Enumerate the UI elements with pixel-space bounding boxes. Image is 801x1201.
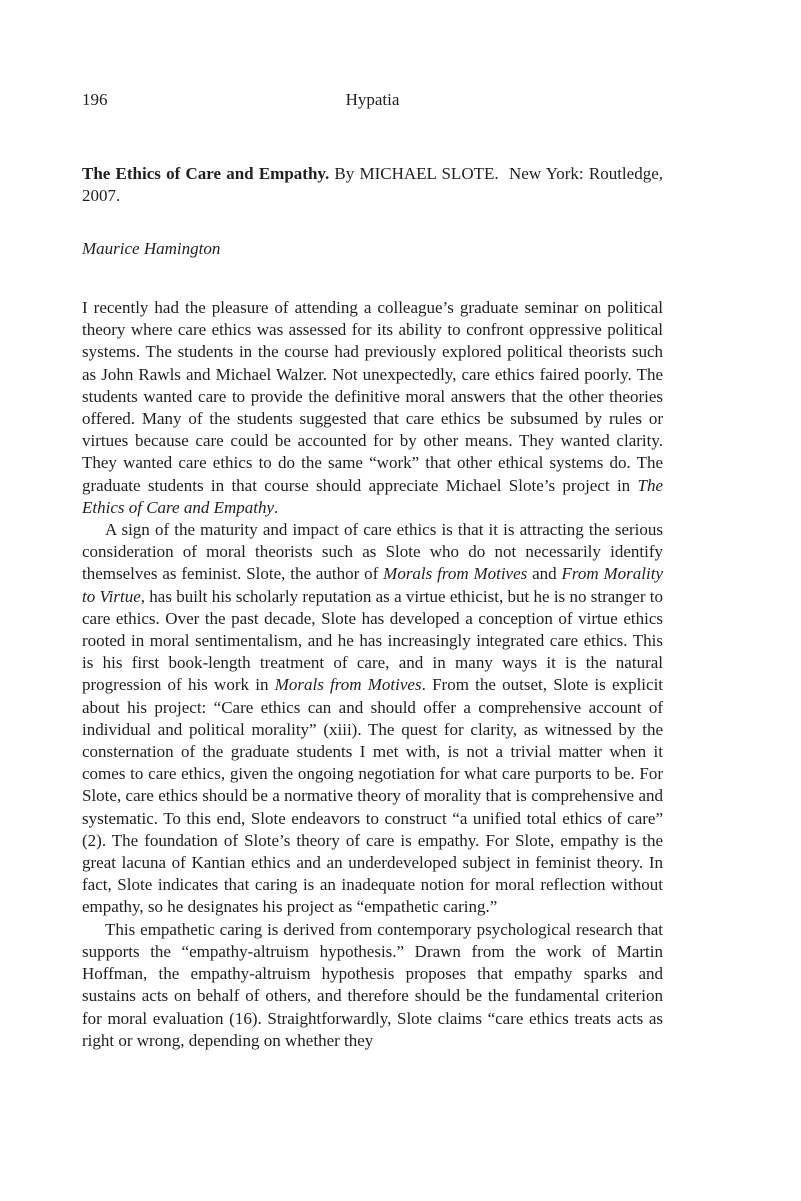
book-title-italic: Morals from Motives [274, 675, 422, 695]
page-number: 196 [82, 90, 108, 109]
running-head [82, 90, 663, 110]
body-paragraphs [82, 297, 663, 1052]
text-run: I recently had the pleasure of attending a colleague’s graduate seminar on political theory where care ethics was assessed for its ability to confront oppressive political systems. The students in the course had previously explored political theorists such as John Rawls and Michael Walzer. Not unexpectedly, care ethics faired poorly. The students wanted care to provide the definitive moral answers that the other theories offered. Many of the students suggested that care ethics be subsumed by rules or virtues because care could be accounted for by other means. They wanted clarity. They wanted care ethics to do the same “work” that other ethical systems do. The graduate students in that course should appreciate Michael Slote’s project in [82, 298, 663, 495]
text-run: A sign of the maturity and impact of care ethics is that it is attracting the serious consideration of moral theorists such as Slote who do not necessarily identify themselves as feminist. Slote, the author of [82, 520, 663, 584]
review-heading [82, 163, 663, 207]
journal-title: Hypatia [345, 90, 400, 109]
text-run: and [527, 564, 562, 584]
book-title-italic: The Ethics of Care and Empathy [82, 475, 663, 517]
text-run: . From the outset, Slote is explicit about his project: “Care ethics can and should offer a comprehensive account of individual and political morality” (xiii). The quest for clarity, as witnessed by the consternation of the graduate students I met with, is not a trivial matter when it comes to care ethics, given the ongoing negotiation for what care purports to be. For Slote, care ethics should be a normative theory of morality that is comprehensive and systematic. To this end, Slote endeavors to construct “a unified total ethics of care” (2). The foundation of Slote’s theory of care is empathy. For Slote, empathy is the great lacuna of Kantian ethics and an underdeveloped subject in feminist theory. In fact, Slote indicates that caring is an inadequate notion for moral reflection without empathy, so he designates his project as “empathetic caring.” [82, 675, 664, 917]
book-title: The Ethics of Care and Empathy. [82, 164, 330, 183]
reviewer-name: Maurice Hamington [82, 239, 221, 258]
text-run: , has built his scholarly reputation as a virtue ethicist, but he is no stranger to care ethics. Over the past decade, Slote has developed a conception of virtue ethics rooted in moral sentimentalism, and he has increasingly integrated care ethics. This is his first book-length treatment of care, and in many ways it is the natural progression of his work in [82, 586, 664, 695]
text-run: This empathetic caring is derived from contemporary psychological research that supports the “empathy-altruism hypothesis.” Drawn from the work of Martin Hoffman, the empathy-altruism hypothesis proposes that empathy sparks and sustains acts on behalf of others, and therefore should be the fundamental criterion for moral evaluation (16). Straightforwardly, Slote claims “care ethics treats acts as right or wrong, depending on whether they [82, 919, 663, 1050]
paragraph [82, 919, 663, 1052]
paragraph [82, 519, 663, 919]
paragraph [82, 297, 663, 519]
book-title-italic: From Morality to Virtue [82, 564, 664, 606]
review-byline: By MICHAEL SLOTE. New York: Routledge, 2007. [82, 164, 663, 206]
text-run: . [274, 497, 279, 517]
book-title-italic: Morals from Motives [383, 564, 528, 584]
